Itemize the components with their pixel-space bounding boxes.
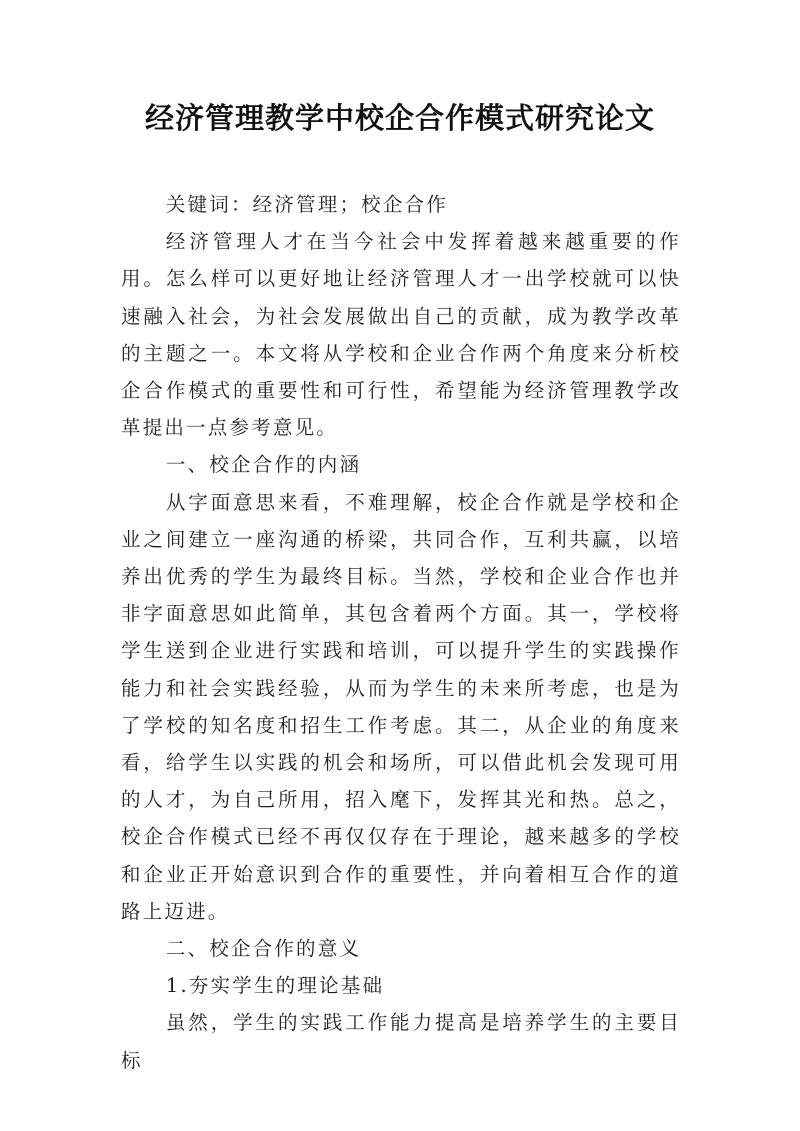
subsection-heading-2-1: 1.夯实学生的理论基础 [165,974,385,998]
section-heading-2: 二、校企合作的意义 [165,937,362,961]
section-1-paragraph: 从字面意思来看，不难理解，校企合作就是学校和企业之间建立一座沟通的桥梁，共同合作，互利共赢，以培养出优秀的学生为最终目标。当然，学校和企业合作也并非字面意思如此简单，其包含着两个方面。其一，学校将学生送到企业进行实践和培训，可以提升学生的实践操作能力和社会实践经验，从而为学生的未来所考虑，也是为了学校的知名度和招生工作考虑。其二，从企业的角度来看，给学生以实践的机会和场所，可以借此机会发现可用的人才，为自己所用，招入麾下，发挥其光和热。总之，校企合作模式已经不再仅仅存在于理论，越来越多的学校和企业正开始意识到合作的重要性，并向着相互合作的道路上迈进。 [121,490,681,923]
subsection-2-1-paragraph: 虽然，学生的实践工作能力提高是培养学生的主要目标 [121,1011,681,1072]
intro-paragraph: 经济管理人才在当今社会中发挥着越来越重要的作用。怎么样可以更好地让经济管理人才一出学校就可以快速融入社会，为社会发展做出自己的贡献，成为教学改革的主题之一。本文将从学校和企业合作两个角度来分析校企合作模式的重要性和可行性，希望能为经济管理教学改革提出一点参考意见。 [121,230,681,440]
section-heading-1: 一、校企合作的内涵 [165,453,362,477]
document-title: 经济管理教学中校企合作模式研究论文 [144,101,655,135]
keywords-paragraph: 关键词：经济管理；校企合作 [165,193,448,216]
document-body [121,186,681,1079]
